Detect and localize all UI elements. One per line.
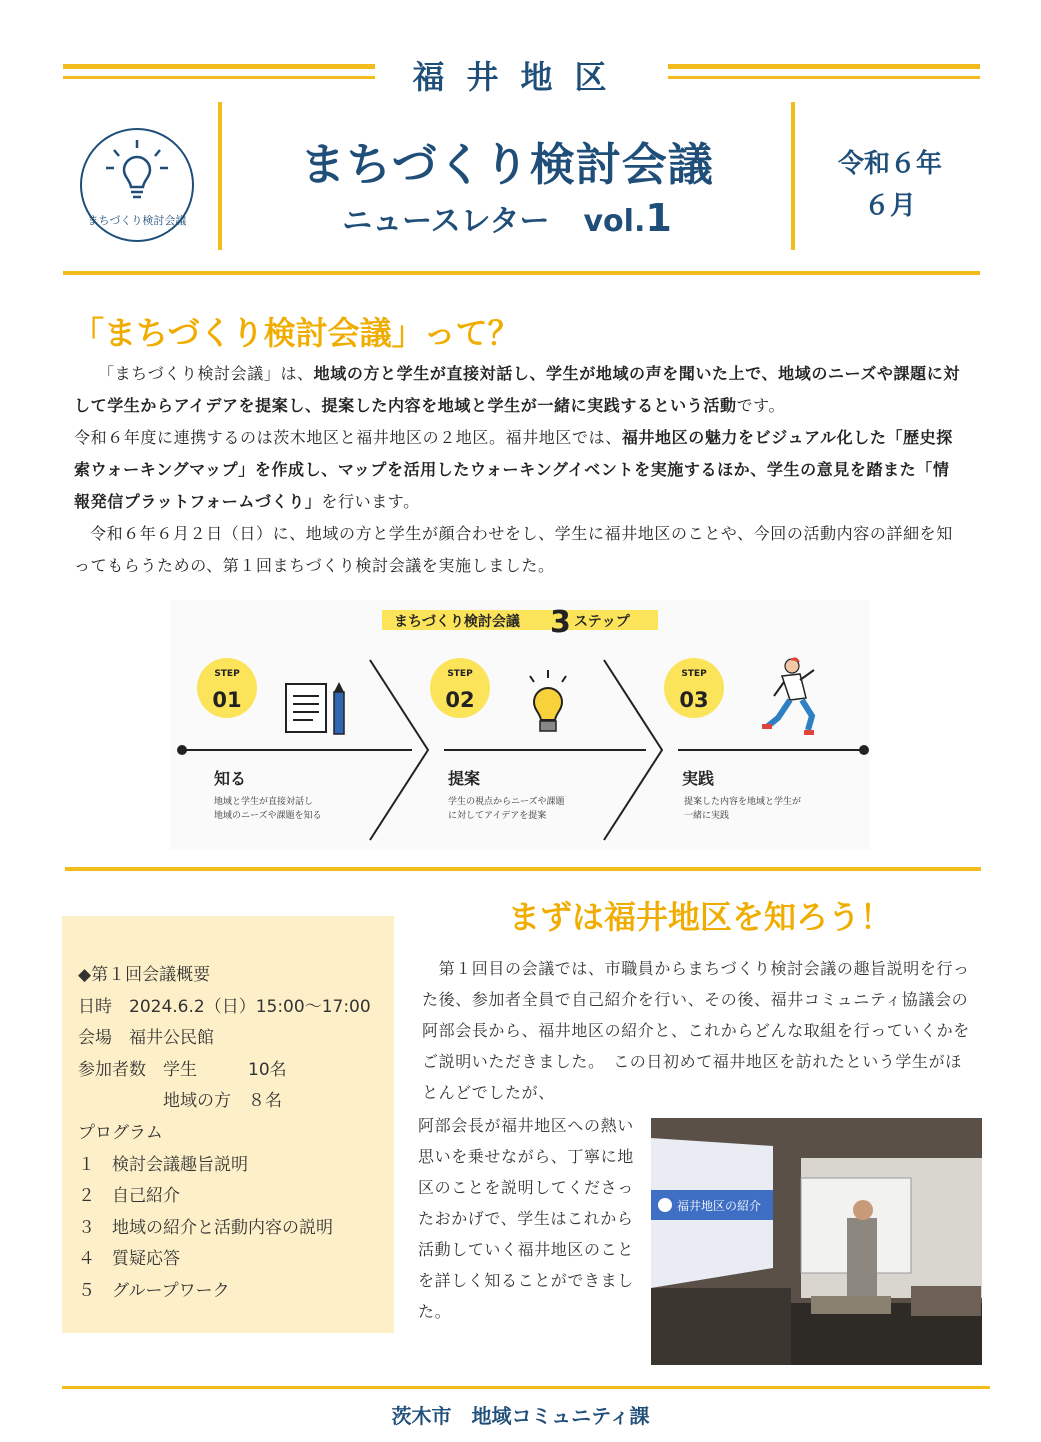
lightbulb-logo-icon <box>78 126 196 244</box>
first-meeting-paragraph: 第１回目の会議では、市職員からまちづくり検討会議の趣旨説明を行った後、参加者全員で自己紹介を行い、その後、福井コミュニティ協議会の阿部会長から、福井地区の紹介と、これからどんな取組を行っていくかをご説明いただきました。 この日初めて福井地区を訪れたという学生がほとんどでしたが、 <box>422 959 970 1102</box>
steps-title-suffix: ステップ <box>574 614 630 630</box>
intro-paragraph: 「まちづくり検討会議」は、地域の方と学生が直接対話し、学生が地域の声を聞いた上で、地域のニーズや課題に対して学生からアイデアを提案し、提案した内容を地域と学生が一緒に実践するという活動です。 <box>74 364 960 415</box>
steps-title-prefix: まちづくり検討会議 <box>394 614 520 630</box>
page-title: まちづくり検討会議 <box>300 138 714 191</box>
step-3-label: STEP <box>681 669 707 679</box>
photo-slide-text: 福井地区の紹介 <box>677 1199 762 1213</box>
step-1-label: STEP <box>214 669 240 679</box>
document-pencil-icon <box>286 682 344 734</box>
section-heading-fukui: まずは福井地区を知ろう！ <box>507 898 892 936</box>
summary-datetime: 日時 2024.6.2（日）15:00～17:00 <box>78 997 371 1017</box>
step-3-desc-1: 提案した内容を地域と学生が <box>684 797 802 807</box>
chairman-paragraph: 阿部会長が福井地区への熱い思いを乗せながら、丁寧に地区のことを説明してくださったおかげで、学生はこれから活動していく福井地区のことを詳しく知ることができました。 <box>418 1116 634 1321</box>
step-2-name: 提案 <box>448 769 481 788</box>
meeting-photo <box>651 1118 982 1365</box>
issue-month: ６月 <box>863 191 916 221</box>
step-3-desc-2: 一緒に実践 <box>684 811 730 821</box>
step-1-number: 01 <box>212 688 242 712</box>
district-title: 福井地区 <box>412 58 629 96</box>
volume-number: 1 <box>645 196 672 240</box>
step-2-label: STEP <box>447 669 473 679</box>
summary-program-item-5: ５ グループワーク <box>78 1281 230 1301</box>
steps-title-number: 3 <box>550 605 571 640</box>
newsletter-label: ニュースレター <box>342 204 550 239</box>
page-subtitle <box>222 196 792 240</box>
step-1-name: 知る <box>214 769 247 788</box>
partner-paragraph: 令和６年度に連携するのは茨木地区と福井地区の２地区。福井地区では、福井地区の魅力をビジュアル化した「歴史探索ウォーキングマップ」を作成し、マップを活用したウォーキングイベントを実施するほか、学生の意見を踏また「情報発信プラットフォームづくり」を行います。 <box>74 428 953 511</box>
step-1-desc-2: 地域のニーズや課題を知る <box>214 811 322 821</box>
header-bottom-rule <box>63 271 980 275</box>
step-3-number: 03 <box>679 688 709 712</box>
logo-text: まちづくり検討会議 <box>87 214 187 227</box>
summary-venue: 会場 福井公民館 <box>78 1028 214 1048</box>
summary-participants-locals: 地域の方 ８名 <box>78 1091 282 1111</box>
footer-department: 茨木市 地域コミュニティ課 <box>391 1404 650 1428</box>
step-2-desc-1: 学生の視点からニーズや課題 <box>448 797 565 807</box>
step-2-desc-2: に対してアイデアを提案 <box>448 811 547 821</box>
footer-rule <box>62 1386 990 1389</box>
summary-heading: ◆第１回会議概要 <box>78 965 211 985</box>
step-2-number: 02 <box>445 688 475 712</box>
step-3-name: 実践 <box>682 769 715 788</box>
section-divider <box>65 867 981 871</box>
summary-program-heading: プログラム <box>78 1123 163 1143</box>
meeting-summary-box <box>62 916 394 1333</box>
meeting-paragraph: 令和６年６月２日（日）に、地域の方と学生が顔合わせをし、学生に福井地区のことや、今回の活動内容の詳細を知ってもらうための、第１回まちづくり検討会議を実施しました。 <box>74 524 953 575</box>
summary-program-item-1: １ 検討会議趣旨説明 <box>78 1155 248 1175</box>
three-steps-diagram <box>170 600 870 850</box>
volume-prefix: vol. <box>583 204 646 239</box>
summary-program-item-4: ４ 質疑応答 <box>78 1249 180 1269</box>
section-heading-about: 「まちづくり検討会議」って？ <box>72 314 520 352</box>
summary-participants-students: 参加者数 学生 10名 <box>78 1060 287 1080</box>
step-1-desc-1: 地域と学生が直接対話し <box>214 797 314 807</box>
issue-year: 令和６年 <box>837 149 942 179</box>
summary-program-item-3: ３ 地域の紹介と活動内容の説明 <box>78 1218 333 1238</box>
summary-program-item-2: ２ 自己紹介 <box>78 1186 180 1206</box>
